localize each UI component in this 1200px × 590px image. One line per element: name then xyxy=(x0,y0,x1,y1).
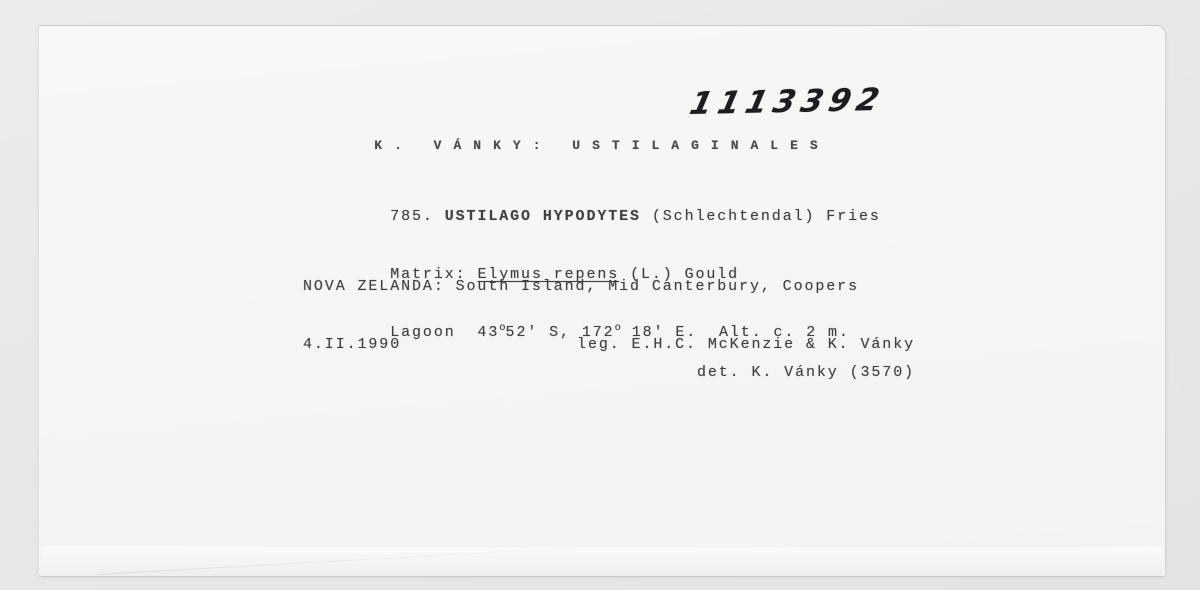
locality-line-1: NOVA ZELANDA: South Island, Mid Canterbury, Coopers xyxy=(303,278,859,295)
species-name: USTILAGO HYPODYTES xyxy=(444,208,641,225)
degree-symbol: o xyxy=(499,322,506,334)
packet-bottom-flap xyxy=(41,546,1163,576)
typed-label-block xyxy=(303,191,915,401)
determination-line: det. K. Vánky (3570) xyxy=(696,364,915,381)
accession-number-handwritten: 1113392 xyxy=(686,81,889,123)
host-label: Matrix: xyxy=(390,266,478,283)
degree-symbol: o xyxy=(614,322,621,334)
collector: leg. E.H.C. McKenzie & K. Vánky xyxy=(577,336,915,353)
collection-date: 4.II.1990 xyxy=(303,336,402,353)
species-authority: (Schlechtendal) Fries xyxy=(640,208,881,225)
species-line xyxy=(303,191,881,242)
series-header: K. VÁNKY: USTILAGINALES xyxy=(374,138,830,153)
host-name: Elymus repens xyxy=(477,266,620,283)
date-collector-line xyxy=(303,336,915,353)
locality-part3: 18' E. Alt. c. 2 m. xyxy=(620,324,850,341)
host-authority: (L.) Gould xyxy=(619,266,740,283)
locality-part1: Lagoon 43 xyxy=(390,324,500,341)
locality-part2: 52' S, 172 xyxy=(505,324,615,341)
specimen-packet xyxy=(38,25,1166,577)
species-number: 785. xyxy=(390,208,445,225)
